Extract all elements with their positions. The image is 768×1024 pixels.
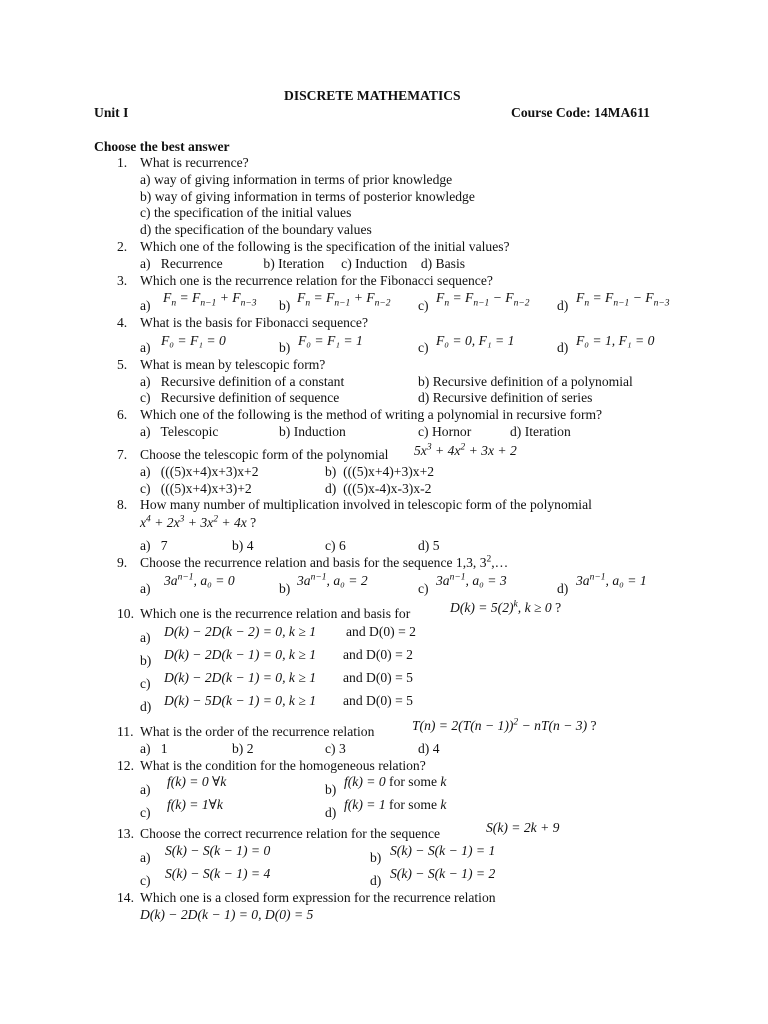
option-a-basis: and D(0) = 2 bbox=[346, 624, 416, 639]
option-c-label: c) bbox=[418, 340, 429, 355]
option-d-formula: f(k) = 1 for some k bbox=[344, 797, 447, 812]
question-number: 10. bbox=[117, 606, 134, 621]
polynomial-expression: $x^4 + 2x^3 + 3x^2 + 4x$ ? bbox=[140, 514, 257, 530]
option-b: b) Induction bbox=[279, 424, 346, 439]
option-c: c) Hornor bbox=[418, 424, 472, 439]
option-b-formula: $3a^{n-1}$, a₀ = 2 bbox=[297, 572, 368, 588]
option-b-label: b) bbox=[279, 298, 291, 313]
option-a-formula: F₀ = F₁ = 0 bbox=[161, 333, 226, 348]
option-c-formula: D(k) − 2D(k − 1) = 0, k ≥ 1 bbox=[164, 670, 316, 685]
question-number: 2. bbox=[117, 239, 128, 254]
option-a-formula: S(k) − S(k − 1) = 0 bbox=[165, 843, 271, 858]
option-c-label: c) bbox=[140, 676, 151, 691]
option-a: a) Telescopic bbox=[140, 424, 219, 439]
option-a-label: a) bbox=[140, 850, 151, 865]
option-b-label: b) bbox=[140, 653, 152, 668]
question-text: Which one is the recurrence relation and basis for bbox=[140, 606, 411, 621]
question-text: What is recurrence? bbox=[140, 155, 249, 170]
course-code: Course Code: 14MA611 bbox=[511, 105, 650, 120]
option-a-formula: f(k) = 0 ∀k bbox=[167, 774, 227, 789]
question-number: 3. bbox=[117, 273, 128, 288]
option-b: b) (((5)x+4)+3)x+2 bbox=[325, 464, 435, 479]
option-c-basis: and D(0) = 5 bbox=[343, 670, 413, 685]
option-c: c) (((5)x+4)x+3)+2 bbox=[140, 481, 252, 496]
option-a: a) 7 bbox=[140, 538, 168, 553]
option-c-formula: $F_n = F_{n-1} - F_{n-2}$ bbox=[436, 290, 530, 309]
option-b: b) 4 bbox=[232, 538, 254, 553]
option-b-formula: S(k) − S(k − 1) = 1 bbox=[390, 843, 496, 858]
option-a: a) way of giving information in terms of prior knowledge bbox=[140, 172, 453, 187]
option-d-label: d) bbox=[557, 340, 569, 355]
question-text: What is mean by telescopic form? bbox=[140, 357, 326, 372]
question-text: Choose the recurrence relation and basis for the sequence 1,3, $3^2,\dots$ bbox=[140, 554, 509, 570]
option-b-basis: and D(0) = 2 bbox=[343, 647, 413, 662]
option-d-label: d) bbox=[325, 805, 337, 820]
question-number: 13. bbox=[117, 826, 134, 841]
option-b-label: b) bbox=[279, 340, 291, 355]
option-d-label: d) bbox=[370, 873, 382, 888]
option-c-label: c) bbox=[140, 805, 151, 820]
option-a-label: a) bbox=[140, 630, 151, 645]
question-number: 1. bbox=[117, 155, 128, 170]
option-b-formula: $F_n = F_{n-1} + F_{n-2}$ bbox=[297, 290, 391, 309]
question-text: Choose the correct recurrence relation for the sequence bbox=[140, 826, 441, 841]
option-c: c) Recursive definition of sequence bbox=[140, 390, 340, 405]
option-c-label: c) bbox=[140, 873, 151, 888]
option-a-label: a) bbox=[140, 298, 151, 313]
page-title: DISCRETE MATHEMATICS bbox=[284, 88, 461, 103]
recurrence-expression: D(k) − 2D(k − 1) = 0, D(0) = 5 bbox=[140, 907, 314, 922]
option-c-formula: $3a^{n-1}$, a₀ = 3 bbox=[436, 572, 507, 588]
option-a: a) Recursive definition of a constant bbox=[140, 374, 345, 389]
option-b-label: b) bbox=[370, 850, 382, 865]
option-b: b) Recursive definition of a polynomial bbox=[418, 374, 633, 389]
option-c-label: c) bbox=[418, 298, 429, 313]
option-c-formula: f(k) = 1∀k bbox=[167, 797, 223, 812]
option-c: c) the specification of the initial values bbox=[140, 205, 352, 220]
option-a-label: a) bbox=[140, 581, 151, 596]
question-text: Choose the telescopic form of the polynomial bbox=[140, 447, 389, 462]
instruction: Choose the best answer bbox=[94, 139, 230, 154]
polynomial-expression: $5x^3 + 4x^2 + 3x + 2$ bbox=[414, 442, 517, 458]
question-text: What is the order of the recurrence relation bbox=[140, 724, 375, 739]
option-b: b) 2 bbox=[232, 741, 254, 756]
question-number: 11. bbox=[117, 724, 134, 739]
option-d-formula: F₀ = 1, F₁ = 0 bbox=[576, 333, 655, 348]
option-a-formula: $F_n = F_{n-1} + F_{n-3}$ bbox=[163, 290, 257, 309]
option-d: d) (((5)x-4)x-3)x-2 bbox=[325, 481, 432, 496]
option-d-label: d) bbox=[140, 699, 152, 714]
question-number: 12. bbox=[117, 758, 134, 773]
recurrence-expression: $T(n) = 2(T(n - 1))^2 - nT(n - 3)$ ? bbox=[412, 717, 597, 733]
sequence-expression: S(k) = 2k + 9 bbox=[486, 820, 560, 835]
option-d-formula: $3a^{n-1}$, a₀ = 1 bbox=[576, 572, 647, 588]
question-text: Which one of the following is the method of writing a polynomial in recursive form? bbox=[140, 407, 603, 422]
option-d-label: d) bbox=[557, 581, 569, 596]
question-number: 7. bbox=[117, 447, 128, 462]
option-d-formula: $F_n = F_{n-1} - F_{n-3}$ bbox=[576, 290, 670, 309]
question-text: Which one of the following is the specification of the initial values? bbox=[140, 239, 510, 254]
option-b-formula: f(k) = 0 for some k bbox=[344, 774, 447, 789]
option-d-basis: and D(0) = 5 bbox=[343, 693, 413, 708]
option-d: d) Recursive definition of series bbox=[418, 390, 593, 405]
question-text: Which one is the recurrence relation for the Fibonacci sequence? bbox=[140, 273, 493, 288]
option-a-label: a) bbox=[140, 782, 151, 797]
option-a-formula: D(k) − 2D(k − 2) = 0, k ≥ 1 bbox=[164, 624, 316, 639]
option-b-label: b) bbox=[325, 782, 337, 797]
option-d-label: d) bbox=[557, 298, 569, 313]
option-c: c) 3 bbox=[325, 741, 346, 756]
question-text: How many number of multiplication involved in telescopic form of the polynomial bbox=[140, 497, 592, 512]
question-number: 4. bbox=[117, 315, 128, 330]
option-d-formula: D(k) − 5D(k − 1) = 0, k ≥ 1 bbox=[164, 693, 316, 708]
option-c: c) 6 bbox=[325, 538, 346, 553]
option-b: b) way of giving information in terms of posterior knowledge bbox=[140, 189, 475, 204]
option-d-formula: S(k) − S(k − 1) = 2 bbox=[390, 866, 496, 881]
question-number: 9. bbox=[117, 555, 128, 570]
function-expression: $D(k) = 5(2)^k$, k ≥ 0 ? bbox=[450, 599, 562, 615]
question-text: What is the basis for Fibonacci sequence? bbox=[140, 315, 368, 330]
option-b-formula: D(k) − 2D(k − 1) = 0, k ≥ 1 bbox=[164, 647, 316, 662]
option-b-label: b) bbox=[279, 581, 291, 596]
option-b-formula: F₀ = F₁ = 1 bbox=[298, 333, 363, 348]
unit-label: Unit I bbox=[94, 105, 129, 120]
option-d: d) 4 bbox=[418, 741, 440, 756]
option-c-formula: F₀ = 0, F₁ = 1 bbox=[436, 333, 515, 348]
option-a: a) (((5)x+4)x+3)x+2 bbox=[140, 464, 259, 479]
option-a-label: a) bbox=[140, 340, 151, 355]
option-c-formula: S(k) − S(k − 1) = 4 bbox=[165, 866, 271, 881]
option-d: d) 5 bbox=[418, 538, 440, 553]
question-text: What is the condition for the homogeneous relation? bbox=[140, 758, 426, 773]
question-text: Which one is a closed form expression for the recurrence relation bbox=[140, 890, 496, 905]
option-a: a) 1 bbox=[140, 741, 168, 756]
option-d: d) the specification of the boundary values bbox=[140, 222, 372, 237]
option-c-label: c) bbox=[418, 581, 429, 596]
question-number: 6. bbox=[117, 407, 128, 422]
options-row: a) Recurrence b) Iteration c) Induction d) Basis bbox=[140, 256, 466, 271]
option-a-formula: $3a^{n-1}$, a₀ = 0 bbox=[164, 572, 235, 588]
option-d: d) Iteration bbox=[510, 424, 571, 439]
question-number: 8. bbox=[117, 497, 128, 512]
question-number: 5. bbox=[117, 357, 128, 372]
question-number: 14. bbox=[117, 890, 134, 905]
